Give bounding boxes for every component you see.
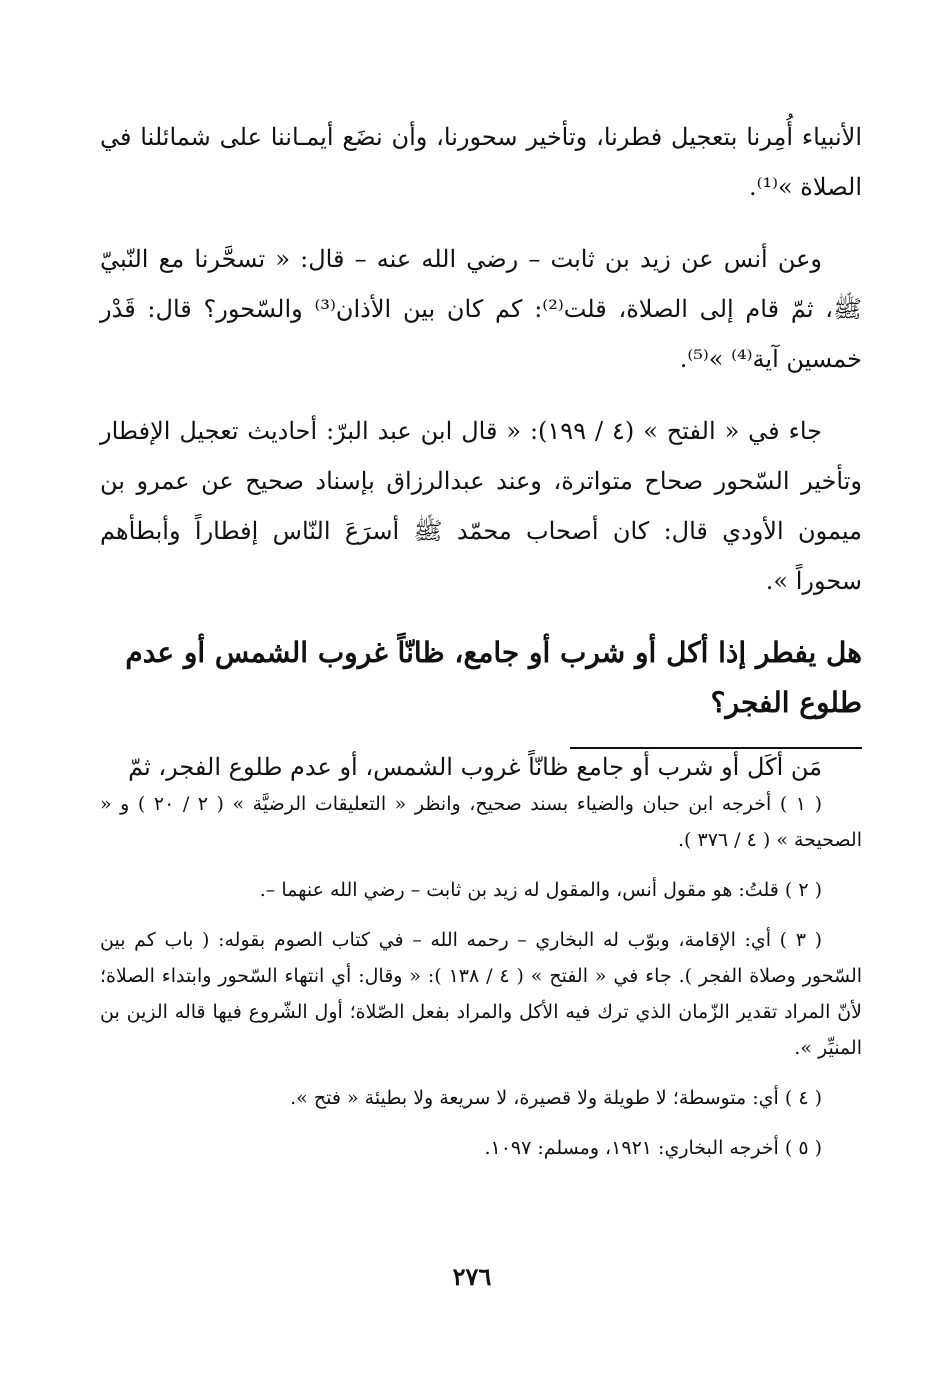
footnote-divider	[570, 747, 862, 749]
paragraph-1: الأنبياء أُمِرنا بتعجيل فطرنا، وتأخير سحورنا، وأن نضَع أيمـاننا على شمائلنا في الصلاة »⁽¹⁾.	[100, 123, 862, 201]
paragraph-3: جاء في « الفتح » (٤ / ١٩٩): « قال ابن عبد البرّ: أحاديث تعجيل الإفطار وتأخير السّحور صحاح متواترة، وعند عبدالرزاق بإسناد صحيح عن عمرو بن ميمون الأودي قال: كان أصحاب محمّد ﷺ أسرَعَ النّاس إفطاراً وأبطأهم سحوراً ».	[100, 417, 862, 595]
footnote-2: ( ٢ ) قلتُ: هو مقول أنس، والمقول له زيد بن ثابت – رضي الله عنهما –.	[259, 879, 822, 901]
paragraph-2: وعن أنس عن زيد بن ثابت – رضي الله عنه – قال: « تسحَّرنا مع النّبيّ ﷺ، ثمّ قام إلى الصلاة، قلت⁽²⁾: كم كان بين الأذان⁽³⁾ والسّحور؟ قال: قَدْر خمسين آية⁽⁴⁾ »⁽⁵⁾.	[100, 245, 862, 373]
footnote-5: ( ٥ ) أخرجه البخاري: ١٩٢١، ومسلم: ١٠٩٧.	[484, 1137, 822, 1159]
page-number: ٢٧٦	[452, 1262, 492, 1291]
footnotes	[100, 786, 862, 1180]
main-text	[100, 112, 862, 814]
footnote-1: ( ١ ) أخرجه ابن حبان والضياء بسند صحيح، وانظر « التعليقات الرضيَّة » ( ٢ / ٢٠ ) و « الصحيحة » ( ٤ / ٣٧٦ ).	[100, 793, 862, 851]
paragraph-4: مَن أكَل أو شرب أو جامع ظانّاً غروب الشمس، أو عدم طلوع الفجر، ثمّ	[128, 753, 822, 781]
section-heading: هل يفطر إذا أكل أو شرب أو جامع، ظانّاً غروب الشمس أو عدم طلوع الفجر؟	[125, 636, 862, 719]
footnote-4: ( ٤ ) أي: متوسطة؛ لا طويلة ولا قصيرة، لا سريعة ولا بطيئة « فتح ».	[290, 1087, 822, 1109]
footnote-3: ( ٣ ) أي: الإقامة، وبوّب له البخاري – رحمه الله – في كتاب الصوم بقوله: ( باب كم بين السّحور وصلاة الفجر ). جاء في « الفتح » ( ٤ / ١٣٨ ): « وقال: أي انتهاء السّحور وابتداء الصلاة؛ لأنّ المراد تقدير الزّمان الذي ترك فيه الأكل والمراد بفعل الصّلاة؛ أول الشّروع فيها قاله الزين بن المنيِّر ».	[100, 929, 863, 1059]
